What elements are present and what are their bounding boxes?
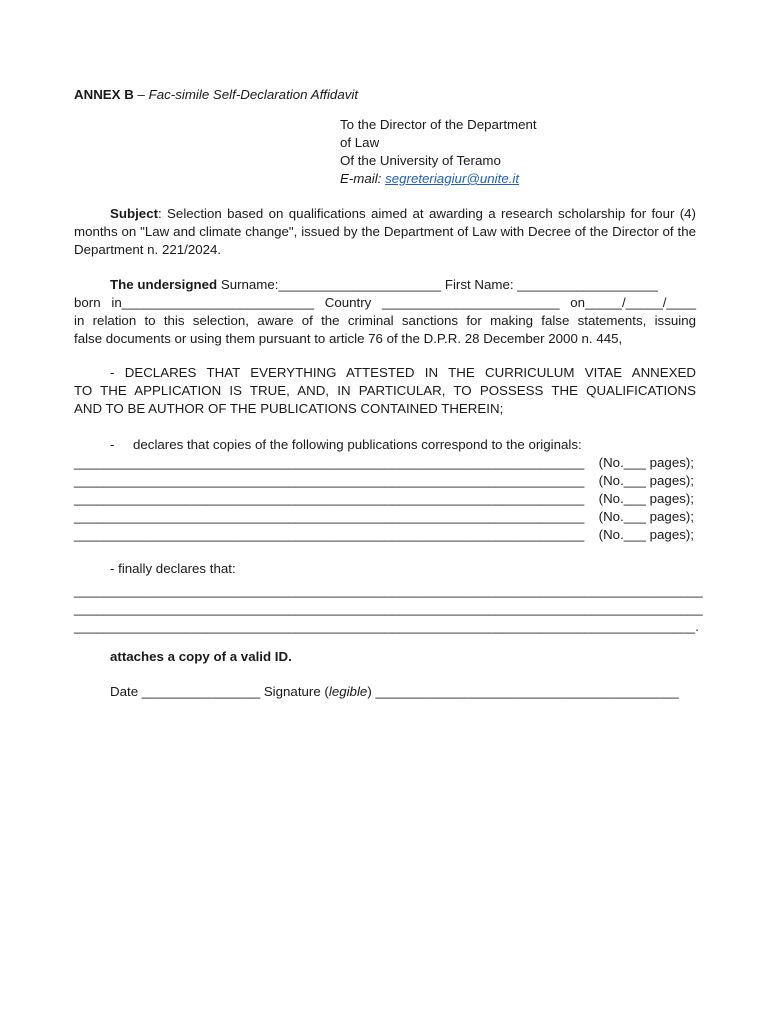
date-field: ________________: [138, 684, 264, 699]
publication-pages: (No.___ pages);: [598, 527, 694, 542]
finally-blank-3: ____________________________________________________________________________________.: [74, 619, 699, 634]
undersigned-line-1: [110, 276, 658, 294]
publication-pages: (No.___ pages);: [598, 509, 694, 524]
date-label: Date: [110, 684, 139, 699]
recipient-line-1: To the Director of the Department: [340, 117, 537, 132]
attaches-id: attaches a copy of a valid ID.: [110, 649, 292, 664]
date-signature-line: [110, 683, 679, 701]
publication-pages: (No.___ pages);: [598, 491, 694, 506]
undersigned-label: The undersigned: [110, 277, 218, 292]
publication-blank: _____________________________________________________________________: [74, 455, 585, 470]
publication-blank: _____________________________________________________________________: [74, 509, 585, 524]
recipient-line-3: Of the University of Teramo: [340, 153, 501, 168]
subject-label: Subject: [110, 206, 159, 221]
copies-bullet: -: [110, 437, 115, 452]
finally-intro: - finally declares that:: [110, 561, 236, 576]
subject-paragraph: [74, 205, 696, 259]
email-link[interactable]: segreteriagiur@unite.it: [385, 171, 520, 186]
email-label: E-mail:: [340, 171, 386, 186]
annex-heading: [74, 86, 358, 104]
undersigned-line-3: in relation to this selection, aware of the criminal sanctions for making false statements, issuing: [74, 313, 696, 328]
publication-blank: _____________________________________________________________________: [74, 473, 585, 488]
declares-line-1: - DECLARES THAT EVERYTHING ATTESTED IN THE CURRICULUM VITAE ANNEXED: [110, 365, 696, 380]
annex-dash: –: [133, 87, 149, 102]
undersigned-line-4: false documents or using them pursuant to article 76 of the D.P.R. 28 December 2000 n. 445,: [74, 331, 623, 346]
recipient-email: [340, 170, 519, 188]
declares-line-3: AND TO BE AUTHOR OF THE PUBLICATIONS CONTAINED THEREIN;: [74, 401, 504, 416]
signature-close: ): [367, 684, 376, 699]
signature-field: _________________________________________: [375, 684, 679, 699]
subject-text: : Selection based on qualifications aimed at awarding a research scholarship for four (4) months on "Law and climate change", issued by the Department of Law with Decree of the Director of the Department n. 221/2024.: [74, 206, 696, 257]
finally-blank-2: _____________________________________________________________________________________: [74, 601, 703, 616]
publication-pages: (No.___ pages);: [598, 473, 694, 488]
undersigned-line-2: born in__________________________ Country ________________________ on_____/_____/____: [74, 295, 696, 310]
signature-legible: legible: [328, 684, 368, 699]
publication-blank: _____________________________________________________________________: [74, 527, 585, 542]
declares-line-2: TO THE APPLICATION IS TRUE, AND, IN PARTICULAR, TO POSSESS THE QUALIFICATIONS: [74, 383, 696, 398]
annex-label: ANNEX B: [74, 87, 134, 102]
publication-pages: (No.___ pages);: [598, 455, 694, 470]
annex-title: Fac-simile Self-Declaration Affidavit: [148, 87, 359, 102]
surname-firstname-fields: Surname:______________________ First Name: ___________________: [217, 277, 658, 292]
recipient-line-2: of Law: [340, 135, 380, 150]
publication-blank: _____________________________________________________________________: [74, 491, 585, 506]
finally-blank-1: _____________________________________________________________________________________: [74, 583, 703, 598]
copies-intro: declares that copies of the following publications correspond to the originals:: [133, 437, 582, 452]
signature-label: Signature (: [263, 684, 329, 699]
